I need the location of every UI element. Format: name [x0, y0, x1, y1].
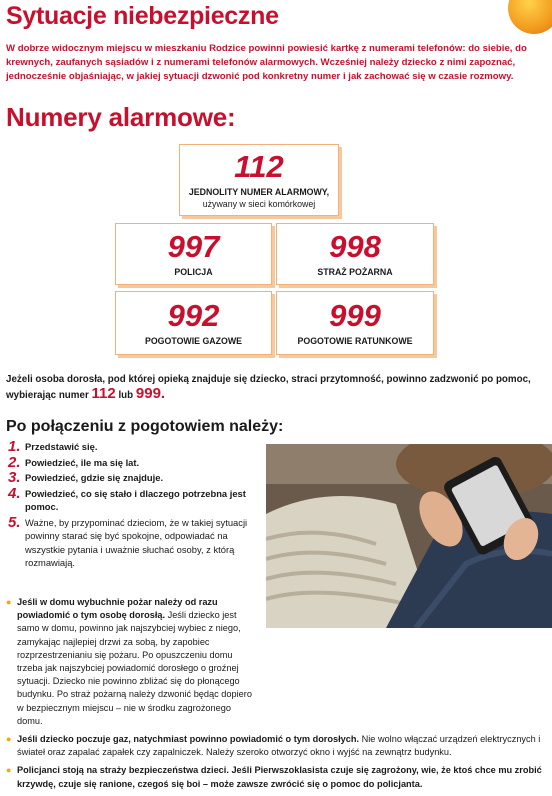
unconscious-paragraph: [6, 373, 546, 403]
number-112: 112: [234, 149, 284, 184]
box-112: [179, 144, 339, 216]
ambulance-heading: Po połączeniu z pogotowiem należy:: [6, 418, 284, 435]
paragraph-number-999: 999.: [135, 385, 166, 402]
paragraph-text: Jeżeli osoba dorosła, pod której opieką znajduje się dziecko, straci przytomność, powinno zadzwonić po pomoc, wybierając numer: [6, 374, 531, 401]
label-998: STRAŻ POŻARNA: [317, 267, 393, 277]
step-number: 1.: [8, 438, 21, 455]
tip-item: [6, 596, 256, 728]
step-number: 4.: [8, 484, 21, 502]
intro-text: W dobrze widocznym miejscu w mieszkaniu Rodzice powinni powiesić kartkę z numerami telefonów: do siebie, do krewnych, zaufanych sąsiadów i z numerami telefonów alarmowych. Wcześniej należy dziecko z nimi zapoznać, jednocześnie objaśniając, w jakiej sytuacji dzwonić pod konkretny numer i jak zachować się w czasie rozmowy.: [6, 43, 527, 82]
label-997: POLICJA: [174, 267, 213, 277]
step-number: 3.: [8, 469, 21, 486]
box-992: [115, 291, 272, 355]
step-item: [8, 513, 258, 570]
number-999: 999: [329, 298, 381, 333]
tip-bold: Jeśli w domu wybuchnie pożar należy od razu powiadomić o tym osobę dorosłą.: [17, 597, 218, 621]
step-text: Powiedzieć, ile ma się lat.: [25, 456, 140, 468]
step-number: 5.: [8, 513, 21, 531]
paragraph-or: lub: [118, 390, 134, 401]
number-998: 998: [329, 229, 381, 264]
label-112: JEDNOLITY NUMER ALARMOWY,: [188, 187, 330, 197]
step-text: Powiedzieć, gdzie się znajduje.: [25, 472, 164, 483]
step-item: [8, 471, 258, 485]
bullet-icon: ●: [6, 765, 12, 776]
step-item: [8, 484, 258, 514]
box-999: [276, 291, 434, 355]
paragraph-number-112: 112: [91, 385, 116, 402]
box-998: [276, 223, 434, 285]
bullet-icon: ●: [6, 734, 12, 745]
step-number: 2.: [8, 453, 21, 471]
tip-bold: Jeśli dziecko poczuje gaz, natychmiast powinno powiadomić o tym dorosłych.: [17, 734, 360, 745]
step-item: [8, 453, 258, 471]
bullet-icon: ●: [6, 597, 12, 607]
step-text: Przedstawić się.: [25, 441, 98, 452]
step-text: Ważne, by przypominać dzieciom, że w takiej sytuacji powinny starać się być spokojne, odpowiadać na wszystkie pytania i uważnie słuchać osoby, z którą rozmawiają.: [25, 516, 248, 568]
box-997: [115, 223, 272, 285]
tips-list: [6, 596, 544, 796]
alarm-heading: Numery alarmowe:: [6, 102, 236, 132]
page-title: Sytuacje niebezpieczne: [6, 2, 279, 30]
number-992: 992: [167, 298, 220, 333]
tip-bold: Policjanci stoją na straży bezpieczeństwa dzieci. Jeśli Pierwszoklasista czuje się zagrożony, wie, że ktoś chce mu zrobić krzywdę, czuje się ranione, czegoś się boi – może zawsze zwrócić się o pomoc do policjanta.: [17, 765, 542, 789]
step-item: [8, 440, 258, 454]
sub-112: używany w sieci komórkowej: [202, 199, 316, 209]
tip-item: [6, 764, 544, 790]
steps-list: [8, 440, 258, 572]
number-997: 997: [167, 229, 220, 264]
logo-seal: [508, 0, 552, 34]
label-992: POGOTOWIE GAZOWE: [144, 336, 243, 346]
step-text: Powiedzieć, co się stało i dlaczego potrzebna jest pomoc.: [25, 487, 246, 512]
tip-text: Jeśli dziecko jest samo w domu, powinno jak najszybciej wybiec z niego, zamykając najlepiej drzwi za sobą, by zapobiec rozprzestrzenianiu się pożaru. Po opuszczeniu domu trzeba jak najszybciej powiadomić dorosłego o groźnej sytuacji. Dziecko nie powinno zbliżać się do płonącego budynku. Po straż pożarną należy dzwonić będąc dopiero w bezpiecznym miejscu – nie w środku zagrożonego domu.: [17, 610, 252, 726]
tip-item: [6, 733, 544, 759]
tip-text: Nie wolno włączać urządzeń elektrycznych i świateł oraz zapalać zapałek czy zapalniczek. Należy szeroko otworzyć okno i wyjść na zewnątrz budynku.: [17, 734, 541, 758]
label-999: POGOTOWIE RATUNKOWE: [297, 336, 413, 346]
